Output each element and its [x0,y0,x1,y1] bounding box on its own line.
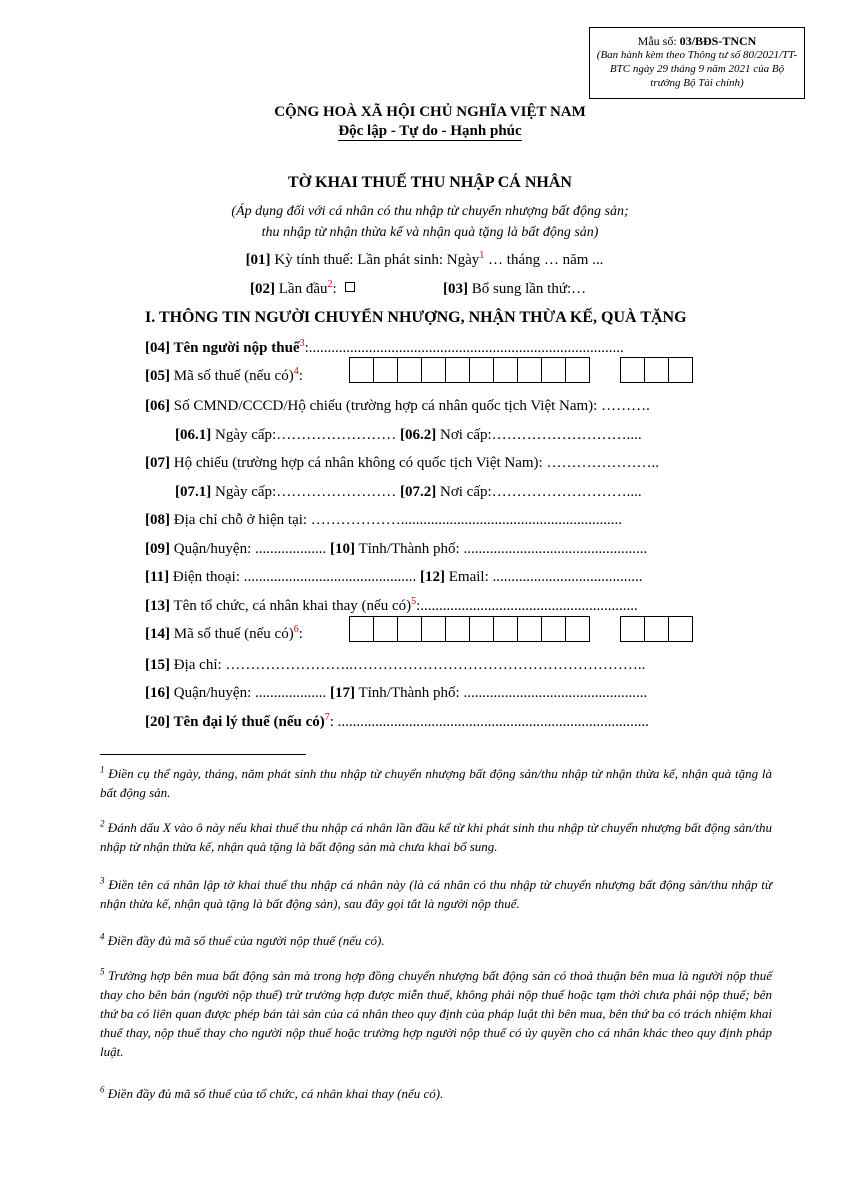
motto-heading: Độc lập - Tự do - Hạnh phúc [338,123,522,139]
field-03-supplement[interactable]: [03] Bổ sung lần thứ:… [443,281,587,297]
field-01-tax-period[interactable]: [01] Kỳ tính thuế: Lần phát sinh: Ngày$^1$ … tháng … năm ... [245,250,604,268]
field-08-address[interactable]: [08] Địa chỉ chỗ ở hiện tại: ………………........................................................... [145,512,623,528]
footnote-divider [100,754,306,755]
field-16-17-agent-district-province[interactable]: [16] Quận/huyện: ................... [17] Tỉnh/Thành phố: ................................................. [145,685,648,701]
tax-code-suffix-cells[interactable] [620,357,693,388]
section-1-heading: I. THÔNG TIN NGƯỜI CHUYỂN NHƯỢNG, NHẬN THỪA KẾ, QUÀ TẶNG [145,309,687,326]
form-code: Mẫu số: 03/BĐS-TNCN [637,34,757,48]
form-subtitle: (Áp dụng đối với cá nhân có thu nhập từ chuyển nhượng bất động sản; thu nhập từ nhận thừa kế và nhận quà tặng là bất động sản) [231,204,629,240]
agent-tax-code-cells[interactable] [349,616,590,647]
form-title: TỜ KHAI THUẾ THU NHẬP CÁ NHÂN [288,174,572,191]
form-issued-note: (Ban hành kèm theo Thông tư số 80/2021/TT-BTC ngày 29 tháng 9 năm 2021 của Bộ trưởng Bộ Tài chính) [596,49,798,89]
field-15-agent-address[interactable]: [15] Địa chỉ: ……………………..………………………………………………….. [145,657,646,673]
field-20-tax-agent[interactable]: [20] Tên đại lý thuế (nếu có)$^7$: ................................................................................... [145,712,649,730]
tax-code-cells[interactable] [349,357,590,388]
field-07-1-2-issue[interactable]: [07.1] Ngày cấp:…………………… [07.2] Nơi cấp:……………………….... [175,484,642,500]
country-heading: CỘNG HOÀ XÃ HỘI CHỦ NGHĨA VIỆT NAM [274,104,586,120]
first-time-checkbox[interactable] [345,282,355,292]
agent-tax-code-suffix-cells[interactable] [620,616,693,647]
field-07-passport[interactable]: [07] Hộ chiếu (trường hợp cá nhân không có quốc tịch Việt Nam): ………………….. [145,455,659,471]
footnote-2: $^2$ Đánh dấu X vào ô này nếu khai thuế thu nhập cá nhân lần đầu kể từ khi phát sinh thu nhập từ chuyển nhượng bất động sản/thu nhập từ nhận thừa kế, nhận quà tặng là bất động sản mà chưa khai bổ sung. [100,818,772,854]
form-code-box [589,27,805,99]
field-02-first-time[interactable]: [02] Lần đầu$^2$: [250,279,355,299]
field-05-tax-code[interactable]: [05] Mã số thuế (nếu có)$^4$: [145,366,303,384]
field-13-agent-name[interactable]: [13] Tên tổ chức, cá nhân khai thay (nếu có)$^5$:.......................................................... [145,596,638,614]
footnote-4: $^4$ Điền đầy đủ mã số thuế của người nộp thuế (nếu có). [100,931,385,948]
field-06-id-number[interactable]: [06] Số CMND/CCCD/Hộ chiếu (trường hợp cá nhân quốc tịch Việt Nam): ………. [145,398,650,414]
field-14-agent-tax-code[interactable]: [14] Mã số thuế (nếu có)$^6$: [145,624,303,642]
field-06-1-2-issue[interactable]: [06.1] Ngày cấp:…………………… [06.2] Nơi cấp:……………………….... [175,427,642,443]
footnote-5: $^5$ Trường hợp bên mua bất động sản mà trong hợp đồng chuyển nhượng bất động sản có thoả thuận bên mua là người nộp thuế thay cho bên bán (người nộp thuế) trừ trường hợp được miễn thuế, không phải nộp thuế hoặc tạm thời chưa phải nộp thuế; bên thứ ba có liên quan được phép bán tài sản của cá nhân theo quy định của pháp luật thì bên mua, bên thứ ba có trách nhiệm khai thuế thay, nộp thuế thay cho người nộp thuế hoặc trường hợp người nộp thuế có ủy quyền cho cá nhân khác theo quy định pháp luật. [100,966,772,1059]
field-09-10-district-province[interactable]: [09] Quận/huyện: ................... [10] Tỉnh/Thành phố: ................................................. [145,541,648,557]
footnote-6: $^6$ Điền đầy đủ mã số thuế của tổ chức, cá nhân khai thay (nếu có). [100,1084,444,1101]
field-11-12-phone-email[interactable]: [11] Điện thoại: .............................................. [12] Email: ........................................ [145,569,643,585]
footnote-3: $^3$ Điền tên cá nhân lập tờ khai thuế thu nhập cá nhân này (là cá nhân có thu nhập từ chuyển nhượng bất động sản/thu nhập từ nhận thừa kế, nhận quà tặng là bất động sản), sau đây gọi tắt là người nộp thuế. [100,875,772,911]
footnote-1: $^1$ Điền cụ thể ngày, tháng, năm phát sinh thu nhập từ chuyển nhượng bất động sản/thu nhập từ nhận thừa kế, nhận quà tặng là bất động sản. [100,764,772,800]
field-04-taxpayer-name[interactable]: [04] Tên người nộp thuế$^3$:.................................................................................... [145,338,624,356]
